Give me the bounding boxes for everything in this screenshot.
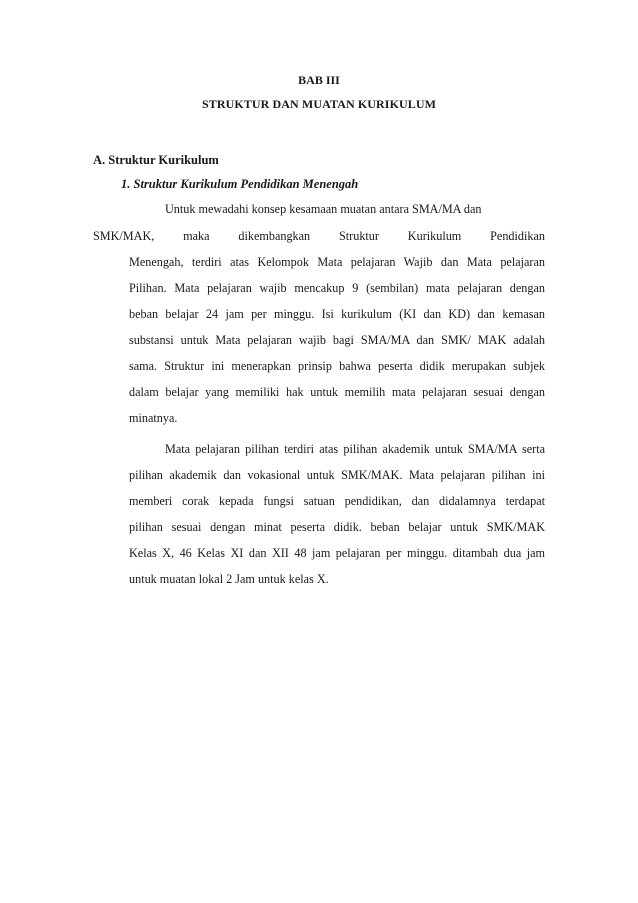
paragraph-line: Menengah, terdiri atas Kelompok Mata pelajaran Wajib dan Mata pelajaran	[129, 255, 545, 269]
subsection-heading: 1. Struktur Kurikulum Pendidikan Menengah	[121, 177, 359, 191]
paragraph-line: Untuk mewadahi konsep kesamaan muatan antara SMA/MA dan	[165, 202, 482, 216]
paragraph-line: untuk muatan lokal 2 Jam untuk kelas X.	[129, 572, 329, 586]
paragraph-line: substansi untuk Mata pelajaran wajib bagi SMA/MA dan SMK/ MAK adalah	[129, 333, 545, 347]
paragraph-line: Kelas X, 46 Kelas XI dan XII 48 jam pelajaran per minggu. ditambah dua jam	[129, 546, 545, 560]
paragraph-line: pilihan sesuai dengan minat peserta didik. beban belajar untuk SMK/MAK	[129, 520, 545, 534]
chapter-heading: BAB III	[298, 73, 340, 87]
paragraph-line: Mata pelajaran pilihan terdiri atas pilihan akademik untuk SMA/MA serta	[165, 442, 545, 456]
paragraph-line: SMK/MAK, maka dikembangkan Struktur Kurikulum Pendidikan	[93, 229, 545, 243]
paragraph-line: sama. Struktur ini menerapkan prinsip bahwa peserta didik merupakan subjek	[129, 359, 545, 373]
section-heading: A. Struktur Kurikulum	[93, 153, 219, 167]
paragraph-line: pilihan akademik dan vokasional untuk SMK/MAK. Mata pelajaran pilihan ini	[129, 468, 545, 482]
paragraph-line: memberi corak kepada fungsi satuan pendidikan, dan didalamnya terdapat	[129, 494, 545, 508]
paragraph-line: dalam belajar yang memiliki hak untuk memilih mata pelajaran sesuai dengan	[129, 385, 545, 399]
paragraph-line: Pilihan. Mata pelajaran wajib mencakup 9 (sembilan) mata pelajaran dengan	[129, 281, 545, 295]
paragraph-line: beban belajar 24 jam per minggu. Isi kurikulum (KI dan KD) dan kemasan	[129, 307, 545, 321]
paragraph-line: minatnya.	[129, 411, 178, 425]
chapter-title: STRUKTUR DAN MUATAN KURIKULUM	[201, 97, 437, 111]
